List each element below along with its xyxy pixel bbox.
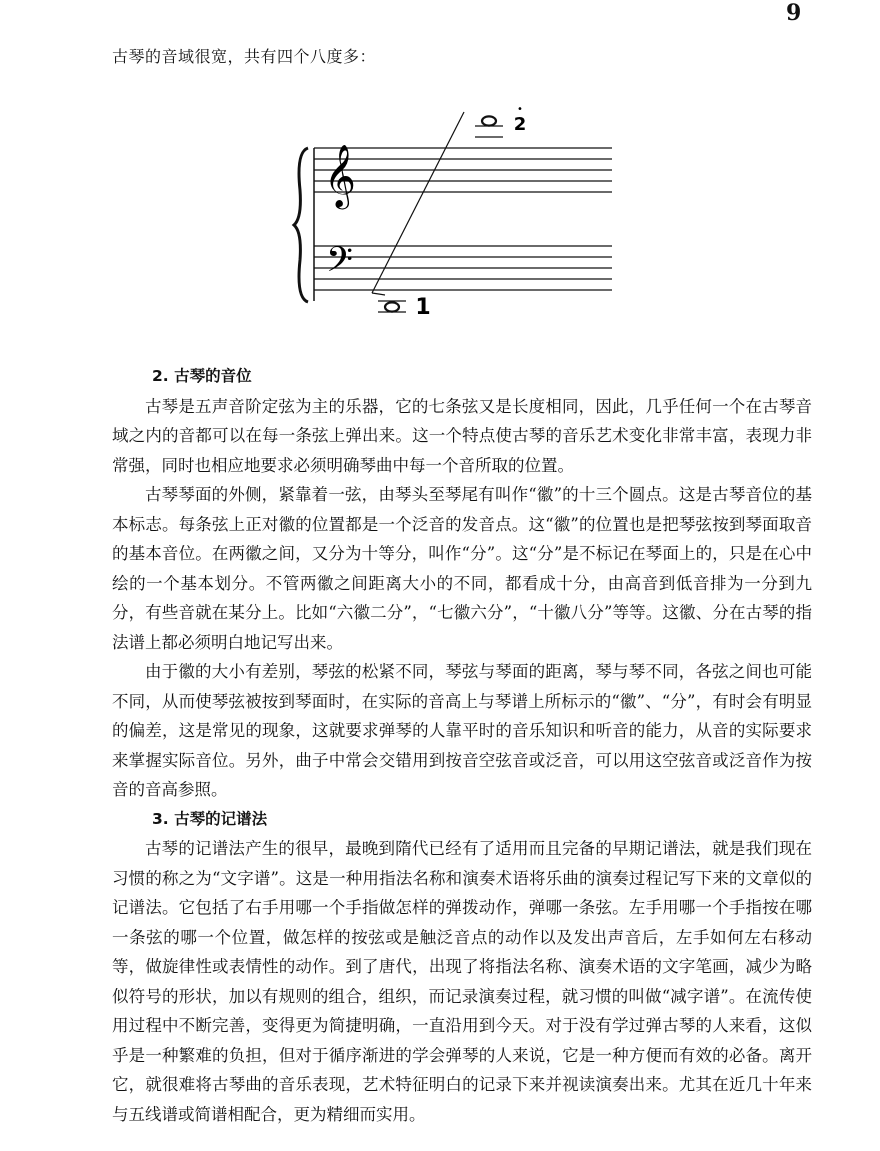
intro-text: 古琴的音域很宽，共有四个八度多： (112, 47, 377, 66)
top-note-dot: • (517, 104, 523, 115)
bass-staff (314, 246, 612, 290)
top-note-label: 2 (513, 114, 527, 135)
bottom-note (385, 302, 399, 311)
range-line (372, 112, 464, 293)
section-number: 2. (152, 367, 169, 385)
brace (294, 148, 308, 302)
range-line-foot (372, 293, 385, 295)
section-title: 古琴的音位 (174, 367, 252, 385)
paragraph: 古琴是五声音阶定弦为主的乐器，它的七条弦又是长度相同，因此，几乎任何一个在古琴音域之内的音都可以在每一条弦上弹出来。这一个特点使古琴的音乐艺术变化非常丰富，表现力非常强，同时也相应地要求必须明确琴曲中每一个音所取的位置。 (112, 396, 812, 475)
main-content (112, 362, 812, 1129)
paragraph: 由于徽的大小有差别，琴弦的松紧不同，琴弦与琴面的距离，琴与琴不同，各弦之间也可能不同，从而使琴弦被按到琴面时，在实际的音高上与琴谱上所标示的“徽”、“分”，有时会有明显的偏差，这是常见的现象，这就要求弹琴的人靠平时的音乐知识和听音的能力，从音的实际要求来掌握实际音位。另外，曲子中常会交错用到按音空弦音或泛音，可以用这空弦音或泛音作为按音的音高参照。 (112, 662, 812, 799)
treble-clef-icon: 𝄞 (324, 144, 356, 207)
section-heading-yinwei (112, 362, 812, 392)
grand-staff (290, 100, 620, 325)
section-number: 3. (152, 809, 169, 828)
paragraph: 古琴琴面的外侧，紧靠着一弦，由琴头至琴尾有叫作“徽”的十三个圆点。这是古琴音位的基本标志。每条弦上正对徽的位置都是一个泛音的发音点。这“徽”的位置也是把琴弦按到琴面取音的基本音位。在两徽之间，又分为十等分，叫作“分”。这“分”是不标记在琴面上的，只是在心中绘的一个基本划分。不管两徽之间距离大小的不同，都看成十分，由高音到低音排为一分到九分，有些音就在某分上。比如“六徽二分”，“七徽六分”，“十徽八分”等等。这徽、分在古琴的指法谱上都必须明白地记写出来。 (112, 485, 812, 652)
bass-clef-icon: 𝄢 (326, 239, 354, 288)
page-number: 9 (786, 0, 802, 26)
top-note (482, 116, 496, 125)
treble-staff (314, 148, 612, 192)
top-ledger-lines (475, 126, 503, 137)
paragraph: 古琴的记谱法产生的很早，最晚到隋代已经有了适用而且完备的早期记谱法，就是我们现在习惯的称之为“文字谱”。这是一种用指法名称和演奏术语将乐曲的演奏过程记写下来的文章似的记谱法。它包括了右手用哪一个手指做怎样的弹拨动作，弹哪一条弦。左手用哪一个手指按在哪一条弦的哪一个位置，做怎样的按弦或是触泛音点的动作以及发出声音后，左手如何左右移动等，做旋律性或表情性的动作。到了唐代，出现了将指法名称、演奏术语的文字笔画，减少为略似符号的形状，加以有规则的组合，组织，而记录演奏过程，就习惯的叫做“减字谱”。在流传使用过程中不断完善，变得更为简捷明确，一直沿用到今天。对于没有学过弹古琴的人来看，这似乎是一种繁难的负担，但对于循序渐进的学会弹琴的人来说，它是一种方便而有效的必备。离开它，就很难将古琴曲的音乐表现，艺术特征明白的记录下来并视读演奏出来。尤其在近几十年来与五线谱或简谱相配合，更为精细而实用。 (112, 839, 812, 1124)
section-title: 古琴的记谱法 (174, 809, 268, 828)
section-heading-jipufa (112, 805, 812, 835)
range-figure (290, 100, 620, 325)
bottom-note-label: 1 (415, 295, 431, 320)
